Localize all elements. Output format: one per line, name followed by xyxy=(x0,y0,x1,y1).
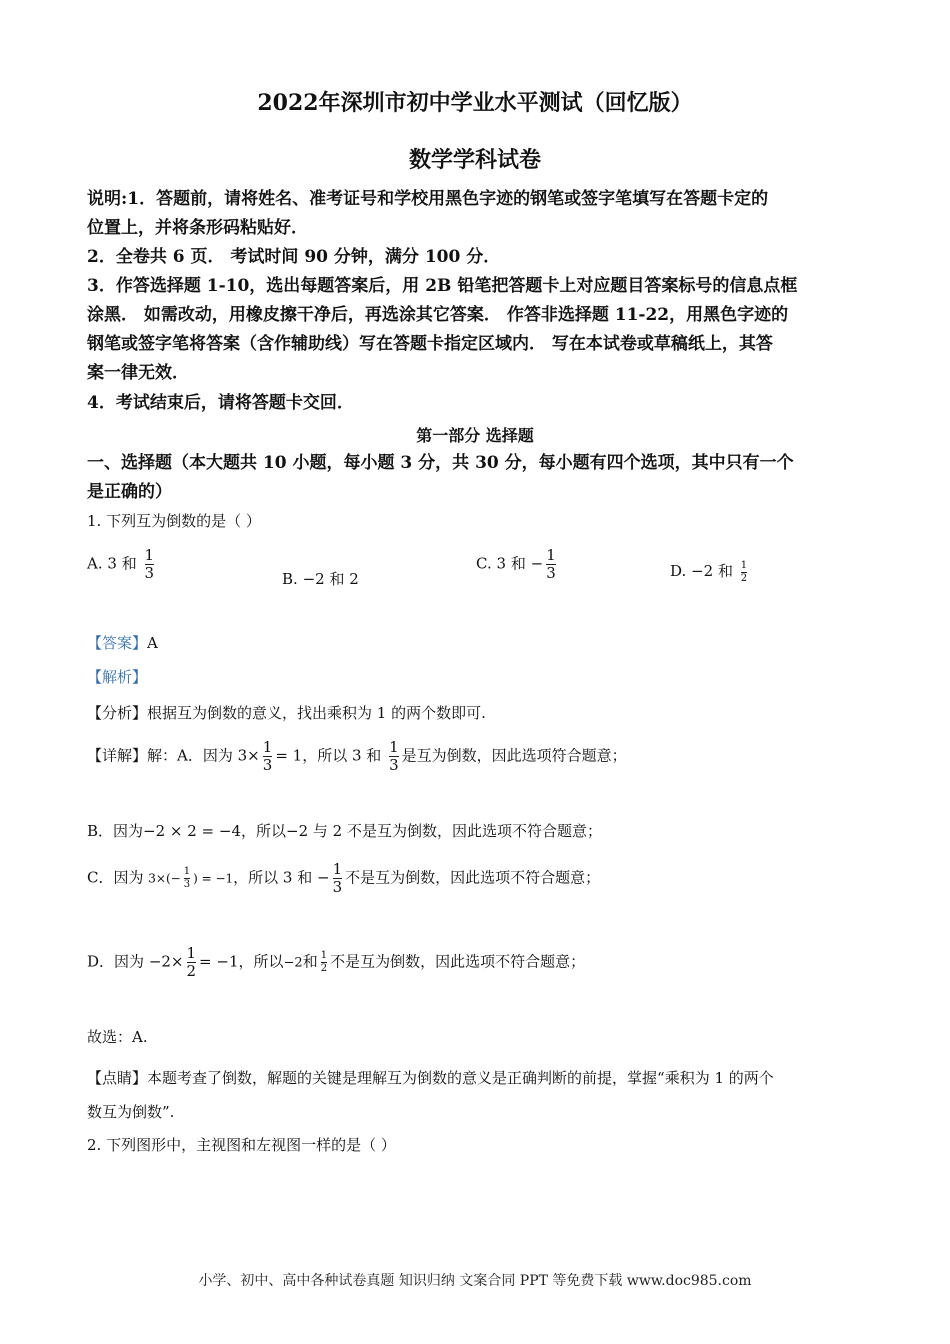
option-d xyxy=(670,560,750,584)
detail-c-suffix: 不是互为倒数，因此选项不符合题意； xyxy=(345,868,601,887)
option-c-denominator: 3 xyxy=(546,564,556,582)
point-tag: 【点睛】 xyxy=(87,1069,148,1087)
option-c-label: C. xyxy=(476,554,492,573)
detail-d-mid: ，所以 xyxy=(238,952,284,971)
instruction-line-2: 位置上，并将条形码粘贴好． xyxy=(87,218,308,238)
detail-c-denominator: 3 xyxy=(183,879,191,890)
detail-a-expr-a: 3× xyxy=(237,746,260,765)
exam-subtitle: 数学学科试卷 xyxy=(408,147,541,173)
question-2-stem: 2. 下列图形中，主视图和左视图一样的是（ ） xyxy=(87,1136,396,1154)
option-c-sign: − xyxy=(530,554,544,573)
option-a-label: A. xyxy=(87,554,103,573)
detail-d-line xyxy=(87,946,877,979)
fenxi-tag: 【分析】 xyxy=(87,704,148,722)
option-d-numerator: 1 xyxy=(740,559,748,571)
detail-d-expr-a: −2× xyxy=(148,952,184,971)
instruction-line-5: 涂黑． 如需改动，用橡皮擦干净后，再选涂其它答案． 作答非选择题 11-22，用黑色字迹的 xyxy=(87,305,789,325)
detail-c-denominator-2: 3 xyxy=(332,878,343,896)
detail-a-suffix: 是互为倒数，因此选项符合题意； xyxy=(401,746,627,765)
section-heading-line-2: 是正确的） xyxy=(87,482,172,502)
detail-b-suffix: ，所以−2 与 2 不是互为倒数，因此选项不符合题意； xyxy=(241,822,602,840)
question-1-stem: 1. 下列互为倒数的是（ ） xyxy=(87,512,261,530)
detail-d-fraction-2 xyxy=(321,951,327,974)
fenxi-text: 根据互为倒数的意义，找出乘积为 1 的两个数即可. xyxy=(147,704,486,722)
detail-c-numerator: 1 xyxy=(183,866,191,877)
detail-d-neg: −2 xyxy=(283,955,303,971)
detail-d-prefix: D．因为 xyxy=(87,952,145,971)
detail-a-numerator-2: 1 xyxy=(389,738,399,756)
detail-d-suffix: 不是互为倒数，因此选项不符合题意； xyxy=(330,952,586,971)
exam-title: 2022年深圳市初中学业水平测试（回忆版） xyxy=(257,90,693,116)
detail-a-expr-b: = 1 xyxy=(275,746,303,765)
instruction-line-7: 案一律无效． xyxy=(87,363,189,383)
answer-value: A xyxy=(147,634,158,652)
detail-d-numerator: 1 xyxy=(186,944,197,962)
point-line-1: 本题考查了倒数，解题的关键是理解互为倒数的意义是正确判断的前提，掌握“乘积为 1 的两个 xyxy=(147,1069,774,1087)
option-b-label: B. xyxy=(282,570,298,588)
detail-c-expr-b: ) = −1 xyxy=(193,871,234,886)
option-b xyxy=(282,568,359,589)
fenxi-line xyxy=(87,702,877,723)
instruction-line-3: 2．全卷共 6 页． 考试时间 90 分钟，满分 100 分． xyxy=(87,247,501,267)
detail-c-numerator-2: 1 xyxy=(332,860,343,878)
point-line-2: 数互为倒数”. xyxy=(87,1103,175,1121)
detail-c-expr-a: 3×(− xyxy=(148,871,181,886)
detail-b-prefix: B．因为 xyxy=(87,822,144,840)
option-a xyxy=(87,548,157,581)
detail-c-line xyxy=(87,862,877,895)
analysis-tag: 【解析】 xyxy=(87,668,148,686)
detail-c-fraction xyxy=(184,867,190,890)
detail-d-denominator: 2 xyxy=(186,962,197,980)
detail-a-denominator-2: 3 xyxy=(389,756,399,774)
option-a-numerator: 1 xyxy=(144,546,155,564)
detail-a-fraction-2 xyxy=(389,740,399,773)
option-c xyxy=(476,548,559,581)
detail-c-prefix: C．因为 xyxy=(87,868,144,887)
option-a-fraction xyxy=(145,548,155,581)
section-heading-line-1: 一、选择题（本大题共 10 小题，每小题 3 分，共 30 分，每小题有四个选项，其中只有一个 xyxy=(87,453,794,473)
option-c-and: 和 xyxy=(510,554,526,573)
option-a-number: 3 xyxy=(107,554,117,573)
detail-d-fraction xyxy=(187,946,197,979)
detail-c-fraction-2 xyxy=(333,862,343,895)
detail-c-sign: − xyxy=(317,868,330,887)
answer-tag: 【答案】 xyxy=(87,634,148,652)
detail-a-numerator: 1 xyxy=(262,738,273,756)
option-c-fraction xyxy=(546,548,556,581)
answer-line xyxy=(87,632,877,653)
detail-c-mid: ，所以 3 和 xyxy=(233,868,313,887)
instruction-line-8: 4．考试结束后，请将答题卡交回． xyxy=(87,393,354,413)
conclusion: 故选：A. xyxy=(87,1028,148,1046)
detail-a-line xyxy=(87,740,877,773)
section-part-heading: 第一部分 选择题 xyxy=(416,426,534,445)
option-c-number: 3 xyxy=(496,554,507,573)
detail-a-mid: ，所以 3 和 xyxy=(302,746,382,765)
page-footer: 小学、初中、高中各种试卷真题 知识归纳 文案合同 PPT 等免费下载 www.doc985.com xyxy=(198,1273,752,1289)
point-block xyxy=(87,1061,877,1129)
detail-d-and: 和 xyxy=(302,952,318,971)
option-a-and: 和 xyxy=(121,554,137,573)
detail-a-fraction xyxy=(263,740,273,773)
instruction-line-1: 说明:1．答题前，请将姓名、准考证号和学校用黑色字迹的钢笔或签字笔填写在答题卡定的 xyxy=(87,189,769,209)
option-a-denominator: 3 xyxy=(144,564,155,582)
option-c-numerator: 1 xyxy=(546,546,556,564)
detail-tag: 【详解】 xyxy=(87,746,148,765)
option-d-label: D. xyxy=(670,562,687,580)
instruction-line-6: 钢笔或签字笔将答案（含作辅助线）写在答题卡指定区域内． 写在本试卷或草稿纸上，其答 xyxy=(87,334,773,354)
detail-d-numerator-2: 1 xyxy=(320,950,328,961)
detail-d-denominator-2: 2 xyxy=(320,963,328,974)
option-d-fraction xyxy=(741,561,747,584)
instruction-line-4: 3．作答选择题 1-10，选出每题答案后，用 2B 铅笔把答题卡上对应题目答案标号的信息点框 xyxy=(87,276,798,296)
option-d-and: 和 xyxy=(717,562,733,580)
detail-a-prefix: 解：A．因为 xyxy=(147,746,233,765)
option-d-number: −2 xyxy=(691,562,714,580)
detail-b-line xyxy=(87,820,877,841)
detail-d-expr-b: = −1 xyxy=(199,952,239,971)
detail-b-expr: −2 × 2 = −4 xyxy=(143,822,242,840)
option-d-denominator: 2 xyxy=(740,572,748,584)
option-b-text: −2 和 2 xyxy=(302,570,359,588)
detail-a-denominator: 3 xyxy=(262,756,273,774)
